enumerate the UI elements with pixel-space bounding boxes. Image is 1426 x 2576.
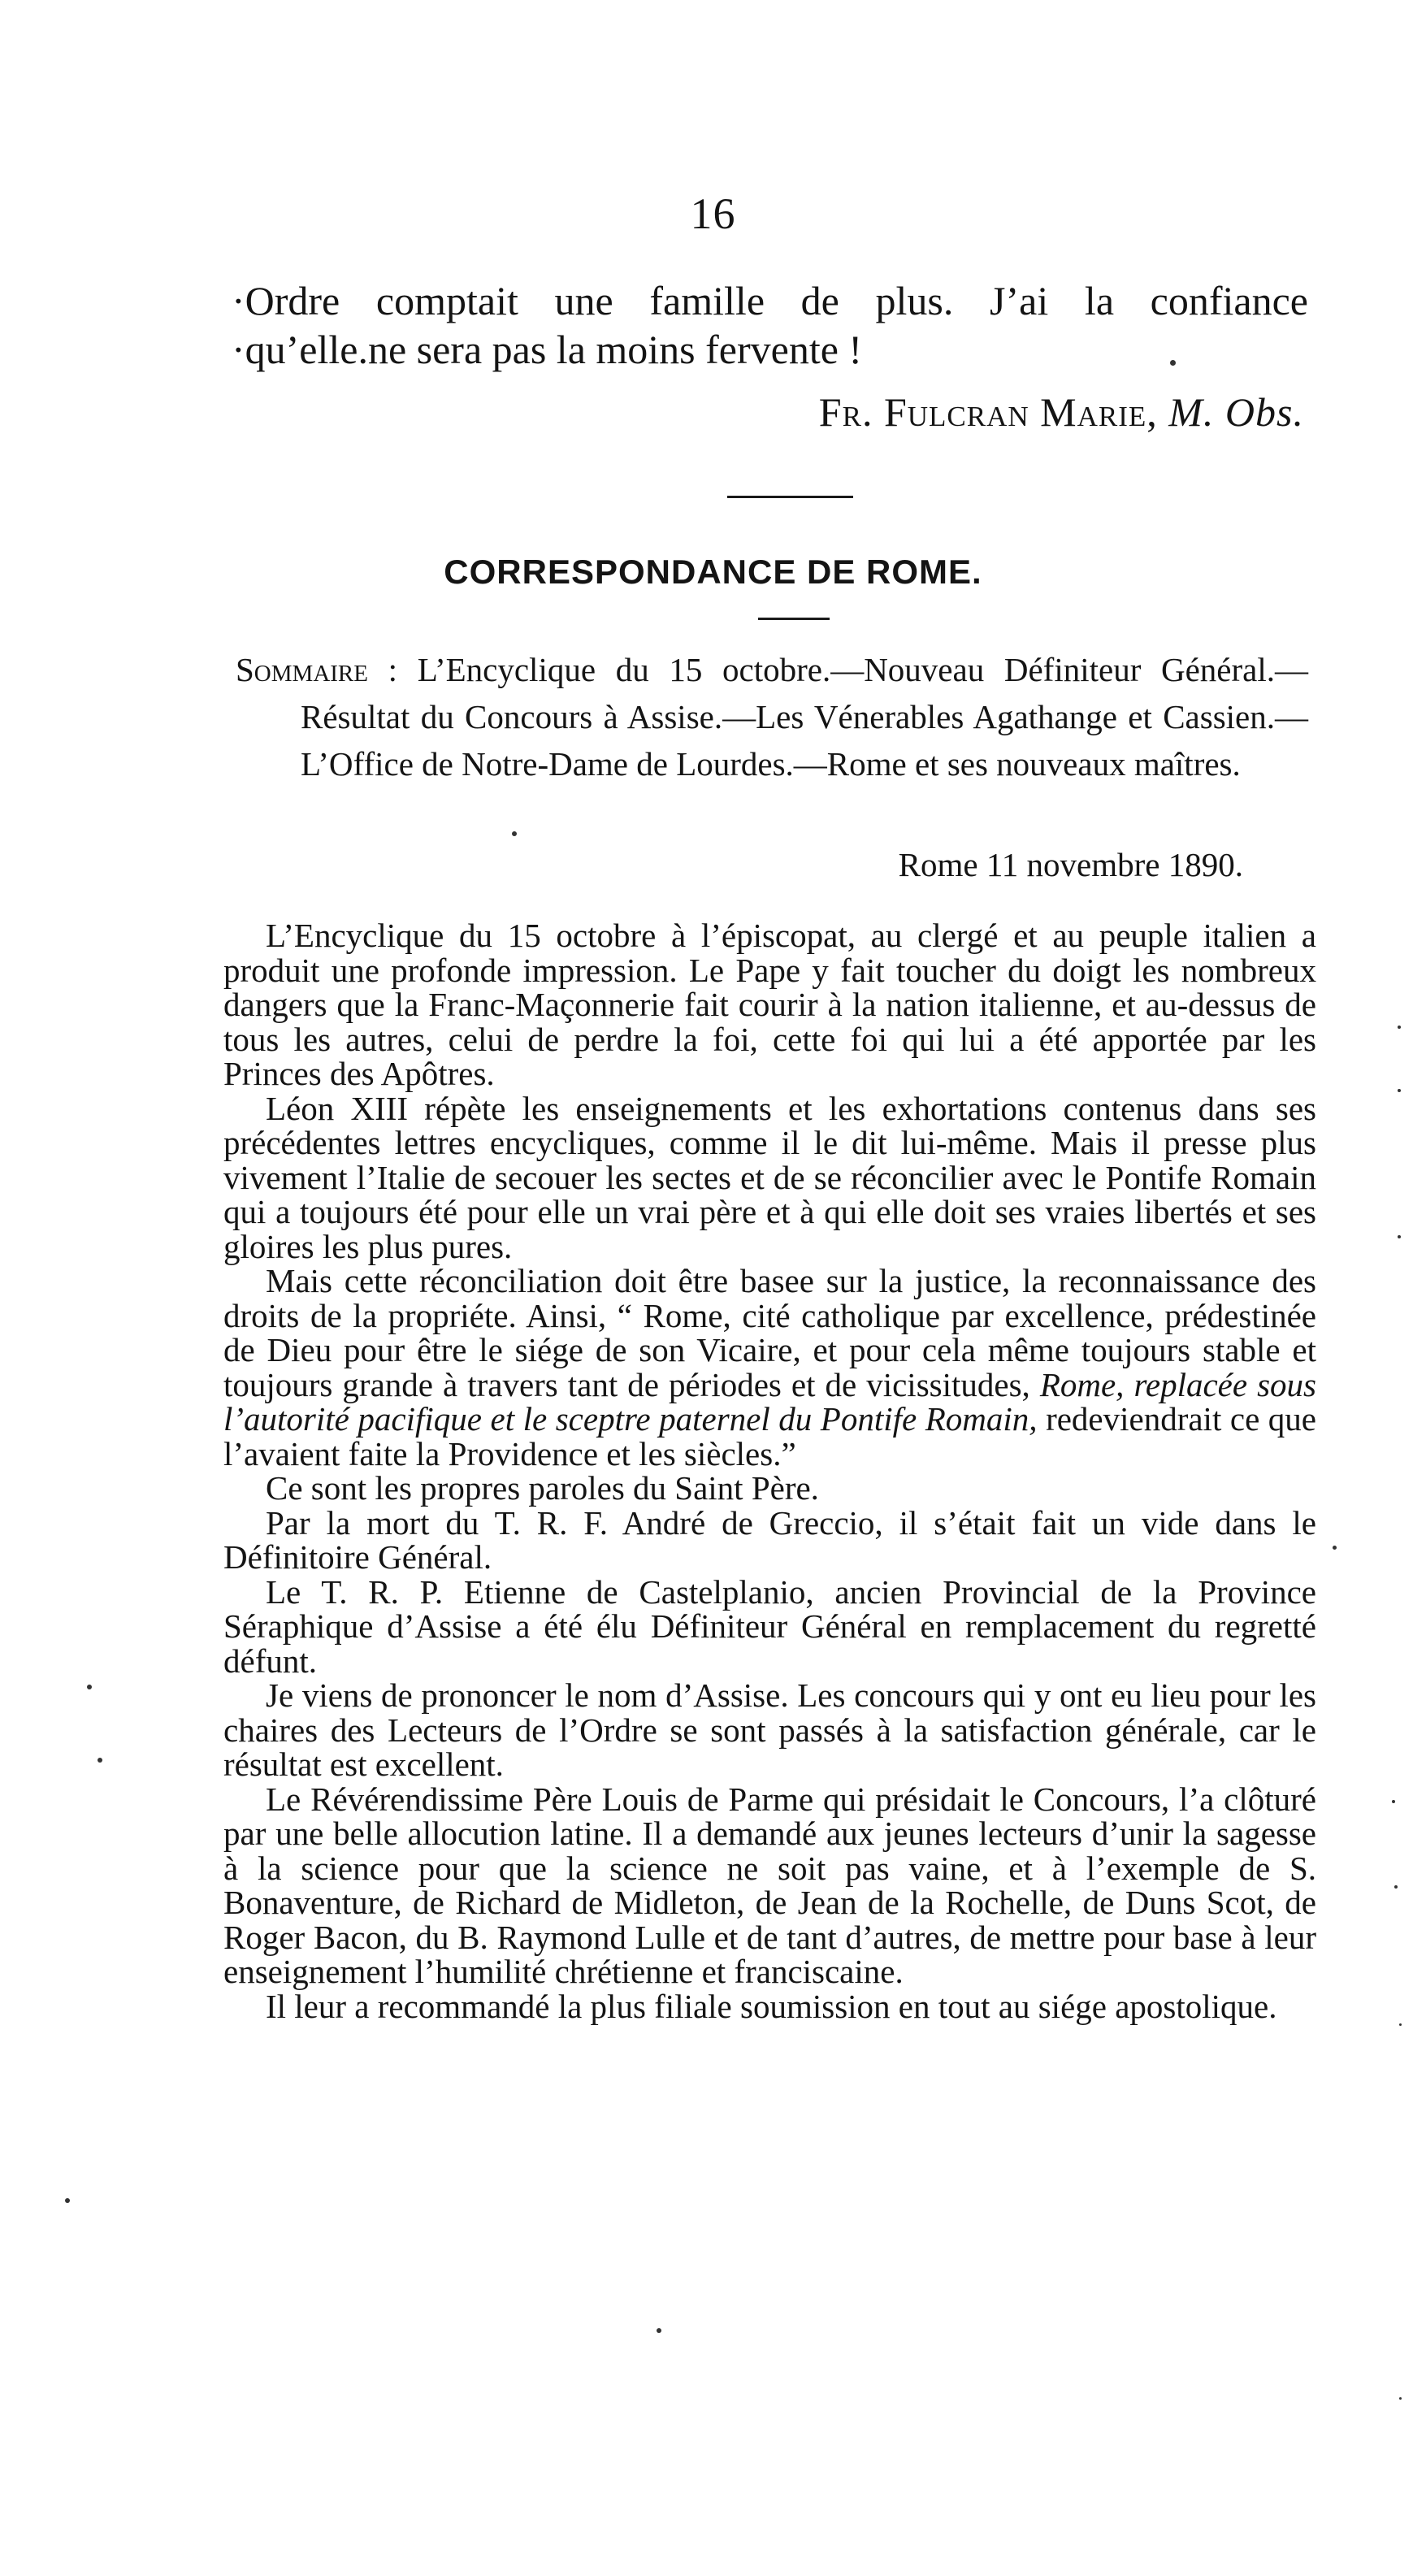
paragraph: Je viens de prononcer le nom d’Assise. Les concours qui y ont eu lieu pour les chaires des Lecteurs de l’Ordre se sont passés à la satisfaction générale, car le résultat est excellent. xyxy=(223,1676,1316,1783)
paragraph: Il leur a recommandé la plus filiale soumission en tout au siége apostolique. xyxy=(266,1987,1277,2025)
signature-order: M. Obs. xyxy=(1168,389,1304,435)
section-title: CORRESPONDANCE DE ROME. xyxy=(444,553,982,591)
paragraph: Le Révérendissime Père Louis de Parme qui présidait le Concours, l’a clôturé par une belle allocution latine. Il a demandé aux jeunes lecteurs d’unir la sagesse à la science pour que la science ne soit pas vaine, et à l’exemple de S. Bonaventure, de Richard de Midleton, de Jean de la Rochelle, de Duns Scot, de Roger Bacon, du B. Raymond Lulle et de tant d’autres, de mettre pour base à leur enseignement l’humilité chrétienne et franciscaine. xyxy=(223,1780,1316,1990)
paragraph xyxy=(223,1264,1316,1471)
summary-lead: Sommaire : xyxy=(236,651,398,688)
intro-text xyxy=(232,276,1308,374)
article-body xyxy=(223,918,1316,2023)
paragraph: L’Encyclique du 15 octobre à l’épiscopat, au clergé et au peuple italien a produit une profonde impression. Le Pape y fait toucher du doigt les nombreux dangers que la Franc-Maçonnerie fait courir à la nation italienne, et au-dessus de tous les autres, celui de perdre la foi, cette foi qui lui a été apportée par les Princes des Apôtres. xyxy=(223,917,1316,1092)
page-number: 16 xyxy=(690,189,736,238)
paragraph-quote-italic: Rome, replacée sous l’autorité pacifique et le sceptre paternel du Pontife Romain, xyxy=(223,1365,1316,1438)
intro-line-2: ·qu’elle.ne sera pas la moins fervente ! xyxy=(232,327,863,372)
signature xyxy=(819,388,1304,436)
paragraph-text: redeviendrait ce que l’avaient faite la Providence et les siècles.” xyxy=(223,1400,1316,1472)
summary-block xyxy=(236,646,1308,787)
paragraph: Léon XIII répète les enseignements et les exhortations contenus dans ses précédentes lettres encycliques, comme il le dit lui-même. Mais il presse plus vivement l’Italie de secouer les sectes et de se réconcilier avec le Pontife Romain qui a toujours été pour elle un vrai père et à qui elle doit ses vraies libertés et ses gloires les plus pures. xyxy=(223,1089,1316,1265)
paragraph: Ce sont les propres paroles du Saint Père. xyxy=(266,1469,819,1507)
dateline: Rome 11 novembre 1890. xyxy=(898,846,1243,883)
section-divider-bottom xyxy=(758,618,830,620)
paragraph: Par la mort du T. R. F. André de Greccio, il s’était fait un vide dans le Définitoire Général. xyxy=(223,1503,1316,1576)
summary-text: L’Encyclique du 15 octobre.—Nouveau Définiteur Général.—Résultat du Concours à Assise.—Les Vénerables Agathange et Cassien.—L’Office de Notre-Dame de Lourdes.—Rome et ses nouveaux maîtres. xyxy=(301,651,1308,783)
signature-name: Fr. Fulcran Marie, xyxy=(818,389,1158,435)
paragraph-text: Mais cette réconciliation doit être basee sur la justice, la reconnaissance des droits de la propriéte. Ainsi, “ Rome, cité catholique par excellence, prédestinée de Dieu pour être le siége de son Vicaire, et pour cela même toujours stable et toujours grande à travers tant de périodes et de vicissitudes, xyxy=(223,1262,1316,1403)
intro-line-1: ·Ordre comptait une famille de plus. J’ai la confiance xyxy=(232,278,1308,323)
paragraph: Le T. R. P. Etienne de Castelplanio, ancien Provincial de la Province Séraphique d’Assise a été élu Définiteur Général en remplacement du regretté défunt. xyxy=(223,1572,1316,1680)
section-divider-top xyxy=(727,496,853,498)
